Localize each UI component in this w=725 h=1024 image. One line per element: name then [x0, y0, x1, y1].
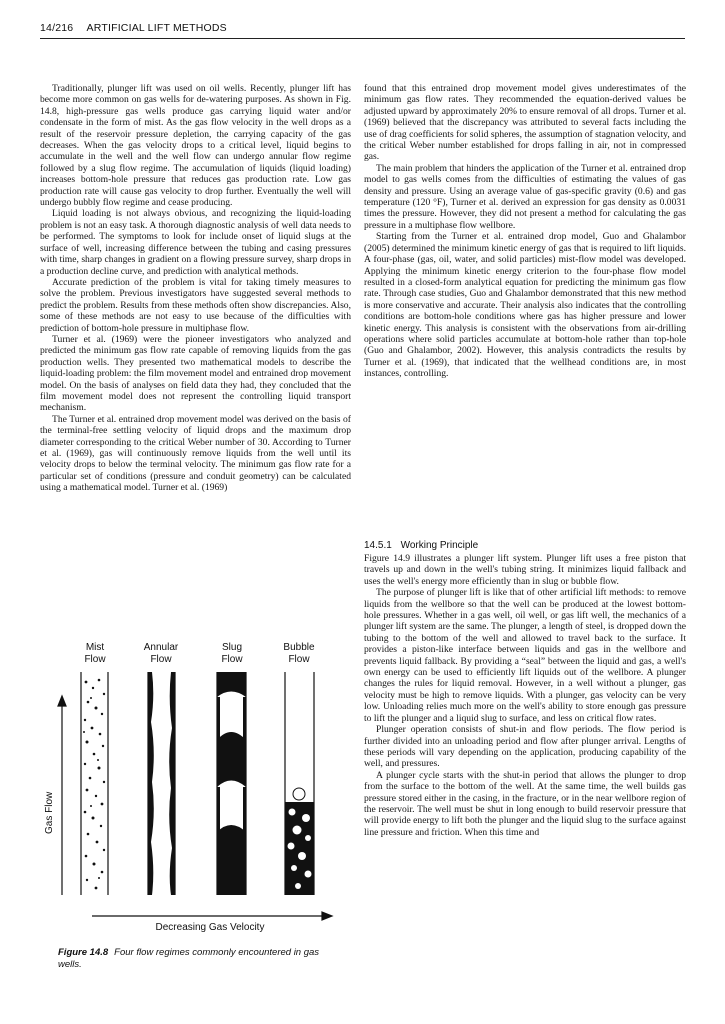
section-title: Working Principle [400, 540, 479, 551]
figure-caption-text: Four flow regimes commonly encountered in gas wells. [58, 947, 320, 970]
regime-label-bubble-2: Flow [288, 654, 310, 665]
section-number: 14.5.1 [364, 540, 392, 551]
section-heading [364, 539, 686, 552]
paragraph: Figure 14.9 illustrates a plunger lift system. Plunger lift uses a free piston that travels up and down in the well's tubing string. It minimizes liquid fallback and uses the well's energy more efficiently than in slug or bubble flow. [364, 553, 686, 587]
paragraph: Liquid loading is not always obvious, and recognizing the liquid-loading problem is not an easy task. A thorough diagnostic analysis of well data needs to be performed. The symptoms to look for include onset of liquid slugs at the surface of well, increasing difference between the tubing and casing pressures with time, sharp changes in gradient on a flowing pressure survey, sharp drops in a production decline curve, and prediction with analytical methods. [40, 208, 351, 277]
slug-liquid [217, 672, 246, 895]
paragraph: A plunger cycle starts with the shut-in period that allows the plunger to drop from the surface to the bottom of the well. At the same time, the well builds gas pressure stored either in the casing, in the fracture, or in the near wellbore region of the reservoir. The well must be shut in long enough to build reservoir pressure that will provide energy to lift both the plunger and the liquid slug to the surface against line pressure and friction. When this time and [364, 769, 686, 838]
page-number: 14/216 [40, 22, 74, 34]
regime-label-slug: Slug [221, 642, 243, 653]
left-column-text [40, 83, 351, 494]
right-column-text [364, 83, 686, 380]
regime-label-bubble: Bubble [283, 642, 315, 653]
figure-flow-regimes [40, 642, 351, 932]
paragraph: Plunger operation consists of shut-in and flow periods. The flow period is further divided into an unloading period and flow after plunger arrival. Lengths of these periods will vary depending on the application, producing capability of the well, and pressures. [364, 724, 686, 770]
bubble-flow [285, 788, 314, 895]
paragraph: Turner et al. (1969) were the pioneer investigators who analyzed and predicted the minimum gas flow rate capable of removing liquids from the gas production wells. They presented two mathematical models to describe the liquid-loading problem: the film movement model and entrained drop movement model. On the basis of analyses on field data they had, they concluded that the film movement model does not represent the controlling liquid transport mechanism. [40, 333, 351, 414]
header-rule [40, 38, 685, 39]
paragraph: Accurate prediction of the problem is vital for taking timely measures to solve the problem. Previous investigators have suggested several methods to predict the problem. Results from these methods often show discrepancies. Also, some of these methods are not easy to use because of the difficulties with prediction of bottom-hole pressure in multiphase flow. [40, 276, 351, 334]
flow-regime-diagram [40, 642, 351, 932]
mist-droplets [83, 679, 105, 890]
regime-label-mist-2: Flow [84, 654, 106, 665]
regime-label-slug-2: Flow [221, 654, 243, 665]
paragraph: Traditionally, plunger lift was used on oil wells. Recently, plunger lift has become more common on gas wells for de-watering purposes. As shown in Fig. 14.8, high-pressure gas wells produce gas carrying liquid water and/or condensate in the form of mist. As the gas flow velocity in the well drops as a result of the reservoir pressure depletion, the carrying capacity of the gas decreases. When the gas velocity drops to a critical level, liquid begins to accumulate in the well and the well flow can undergo annular flow regime followed by a slug flow regime. The accumulation of liquids (liquid loading) increases bottom-hole pressure that reduces gas production rate. Low gas production rate will cause gas velocity to drop further. Eventually the well will undergo bubbly flow regime and cease producing. [40, 83, 351, 209]
figure-caption [58, 947, 328, 971]
paragraph: The main problem that hinders the application of the Turner et al. entrained drop model to gas wells comes from the difficulties of estimating the values of gas density and pressure. Using an average value of gas-specific gravity (0.6) and gas temperature (120 °F), Turner et al. derived an expression for gas density as 0.0031 times the pressure. However, they did not present a method for calculating the gas pressure in a multiphase flow wellbore. [364, 162, 686, 231]
section-working-principle [364, 539, 686, 838]
running-title: ARTIFICIAL LIFT METHODS [86, 22, 227, 34]
paragraph: Starting from the Turner et al. entrained drop model, Guo and Ghalambor (2005) determined the minimum kinetic energy of gas that is required to lift liquids. A four-phase (gas, oil, water, and solid particles) mist-flow model was developed. Applying the minimum kinetic energy criterion to the four-phase flow model resulted in a closed-form analytical equation for predicting the minimum gas flow rate. Through case studies, Guo and Ghalambor demonstrated that this new method is more conservative and accurate. Their analysis also indicates that the controlling conditions are bottom-hole conditions where gas has higher pressure and lower kinetic energy. This analysis is consistent with the observations from air-drilling operations where solid particles accumulate at bottom-hole rather than top-hole (Guo and Ghalambor, 2002). However, this analysis contradicts the results by Turner et al. (1969), that indicated that the wellhead conditions are, in most instances, controlling. [364, 231, 686, 380]
regime-label-annular-2: Flow [150, 654, 172, 665]
running-header [40, 22, 685, 34]
regime-label-mist: Mist [85, 642, 105, 653]
arrow-right-icon [322, 912, 332, 920]
paragraph: found that this entrained drop movement model gives underestimates of the minimum gas flow rates. They recommended the equation-derived values be adjusted upward by approximately 20% to ensure removal of all drops. Turner et al. (1969) believed that the discrepancy was attributed to several facts including the use of drag coefficients for solid spheres, the assumption of stagnation velocity, and the critical Weber number established for drops falling in air, not in compressed gas. [364, 83, 686, 163]
paragraph: The purpose of plunger lift is like that of other artificial lift methods: to remove liquids from the wellbore so that the well can be produced at the lowest bottom-hole pressures. Whether in a gas well, oil well, or gas lift well, the mechanics of a plunger lift system are the same. The plunger, a length of steel, is dropped down the tubing to the bottom of the well and allowed to travel back to the surface. It provides a piston-like interface between liquids and gas in the wellbore and prevents liquid fallback. By providing a “seal” between the liquid and gas, a well's own energy can be used to efficiently lift liquids out of the wellbore. A plunger changes the rules for liquid removal. However, in a well without a plunger, gas velocity must be high to remove liquids. With a plunger, gas velocity can be very low. Unloading relies much more on the well's ability to store enough gas pressure to lift the plunger and a liquid slug to surface, and less on critical flow rates. [364, 587, 686, 724]
y-axis-label: Gas Flow [44, 791, 55, 834]
regime-label-annular: Annular [143, 642, 179, 653]
figure-label: Figure 14.8 [58, 947, 109, 958]
x-axis-label: Decreasing Gas Velocity [155, 922, 265, 932]
annular-liquid-film [148, 672, 175, 895]
arrow-up-icon [58, 696, 66, 706]
paragraph: The Turner et al. entrained drop movement model was derived on the basis of the terminal-free settling velocity of liquid drops and the maximum drop diameter corresponding to the critical Weber number of 30. According to Turner et al. (1969), gas will continuously remove liquids from the well until its velocity drops to below the terminal velocity. The minimum gas flow rate for a particular set of conditions (pressure and conduit geometry) can be calculated using a mathematical model. Turner et al. (1969) [40, 413, 351, 494]
